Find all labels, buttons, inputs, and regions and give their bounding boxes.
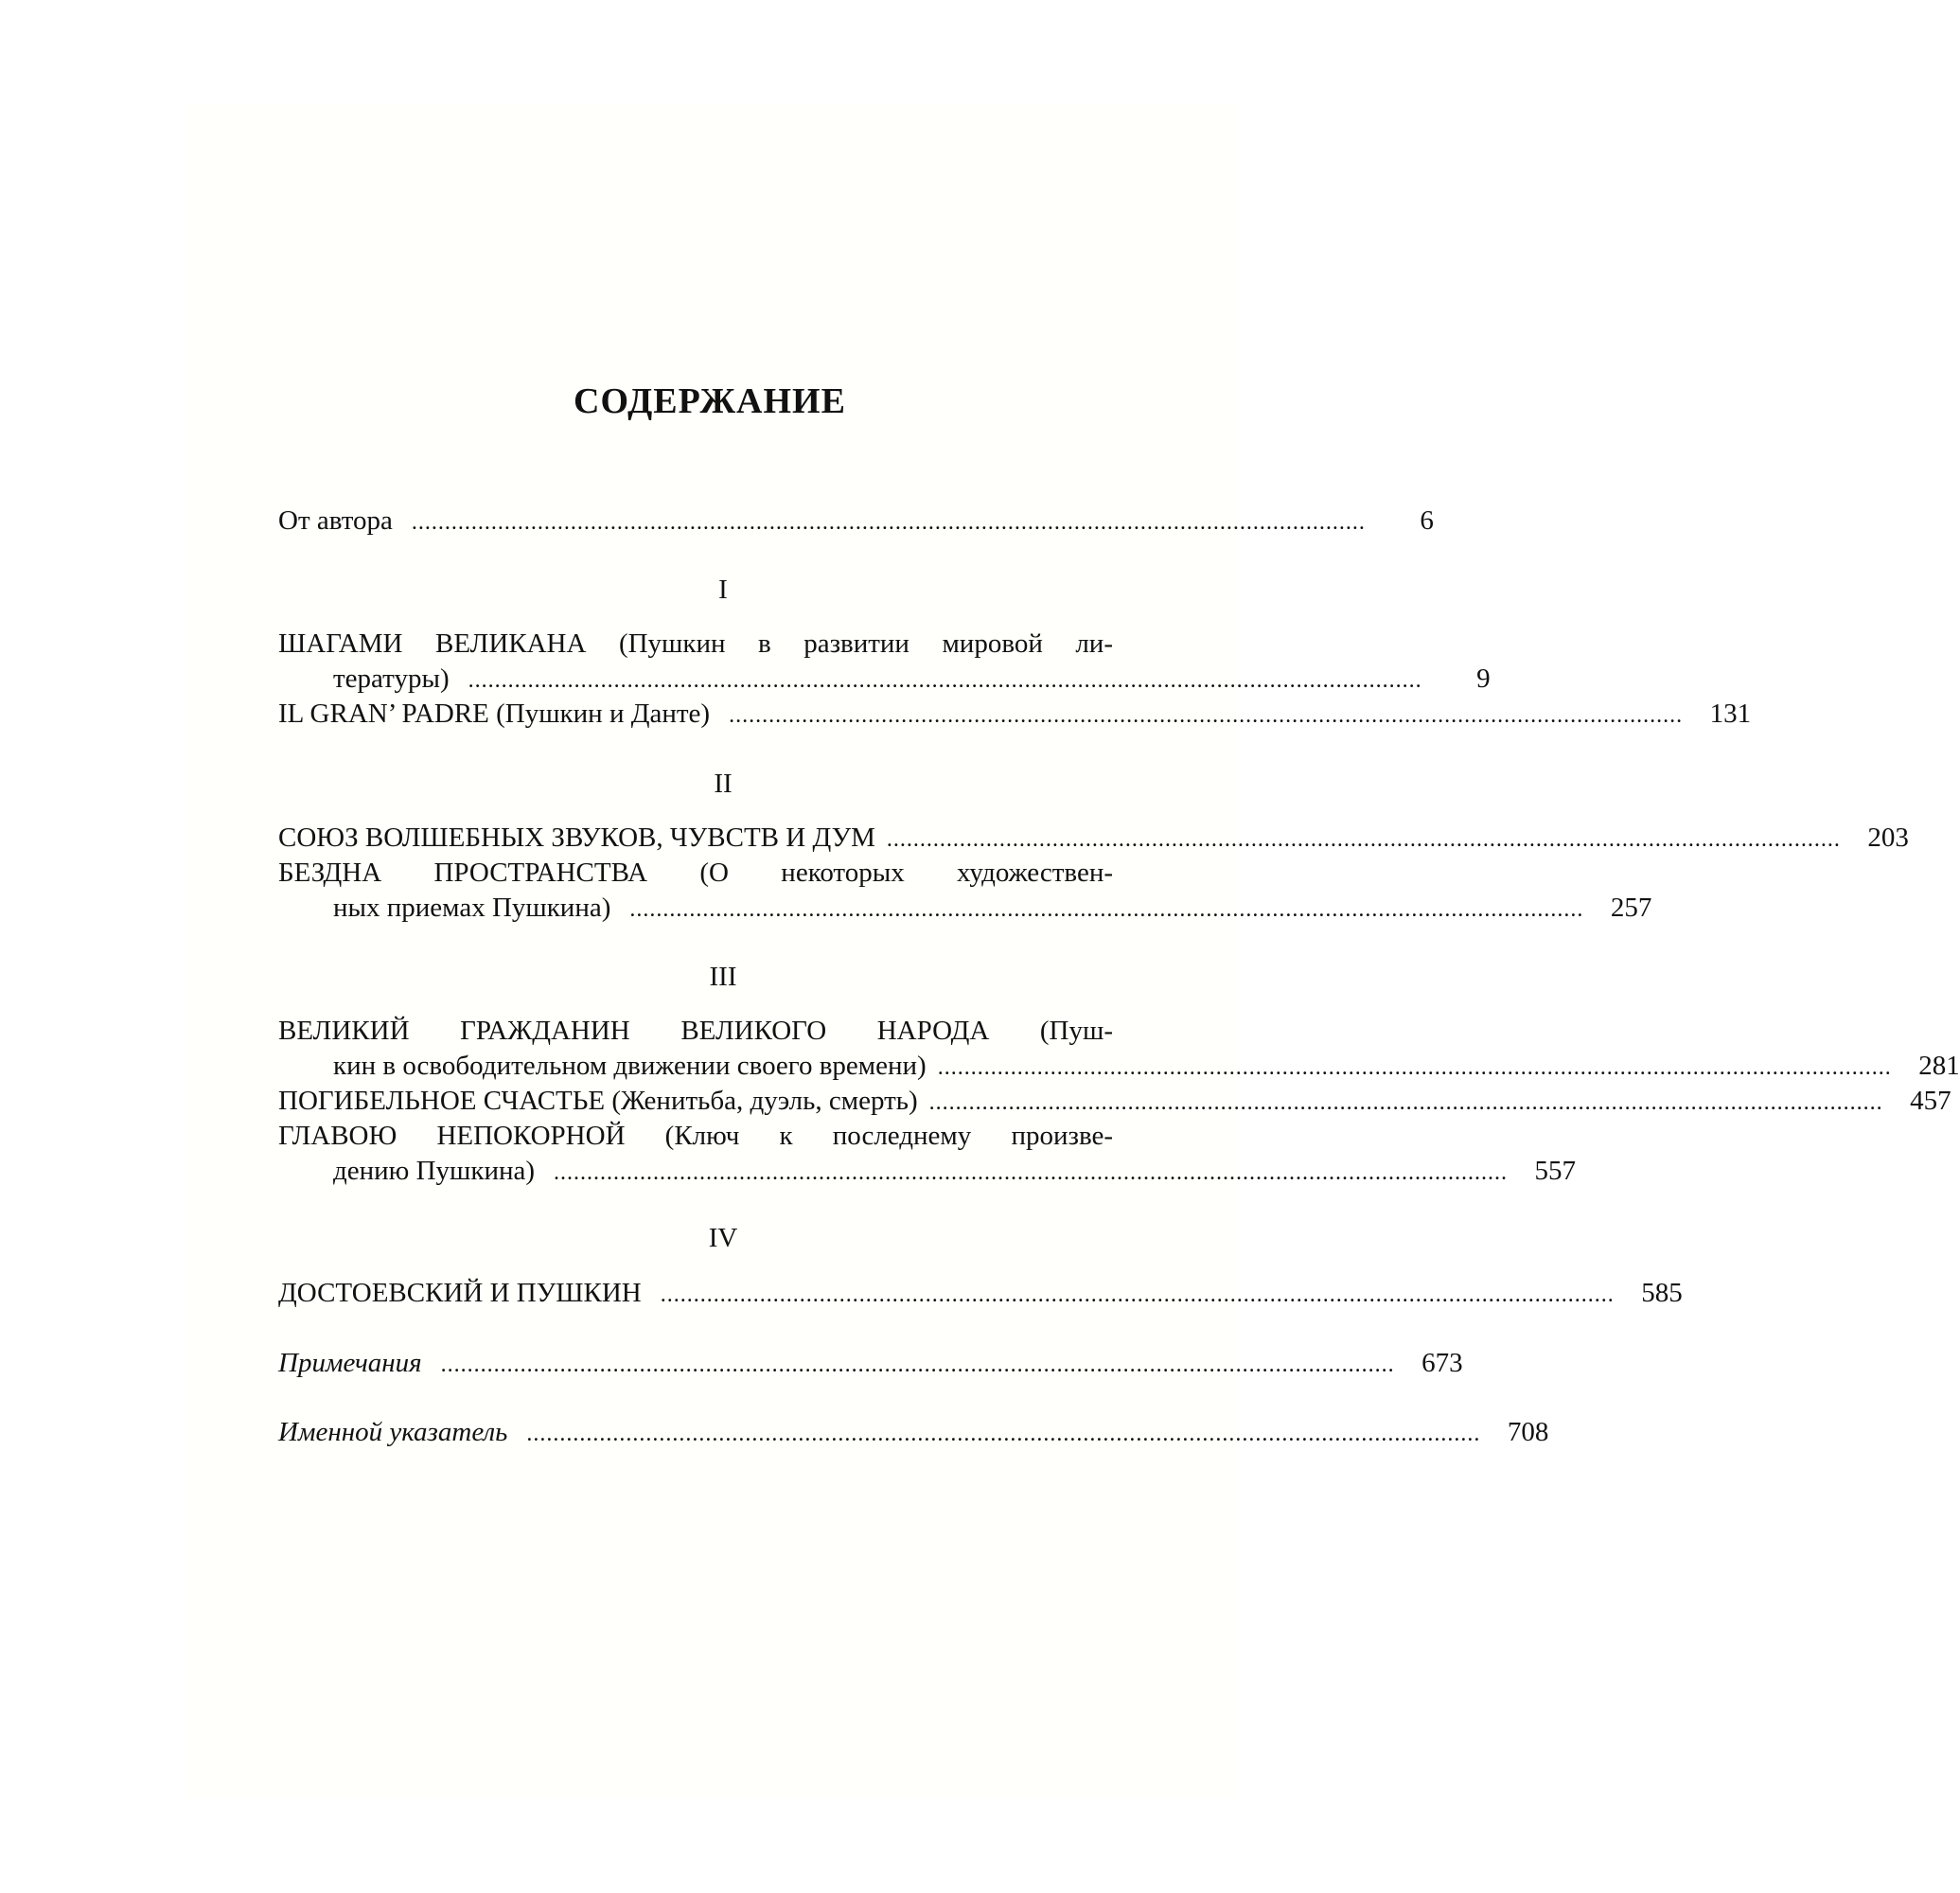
toc-entry [278, 819, 1909, 857]
toc-page-number: 257 [1610, 893, 1652, 923]
toc-entry-title-cont: тературы) [333, 663, 450, 694]
toc-entry-line [278, 854, 1168, 892]
toc-entry-line [278, 1117, 1168, 1155]
page-title: СОДЕРЖАНИЕ [574, 381, 846, 421]
toc-entry-continuation [278, 1047, 1960, 1085]
part-heading-1: I [718, 575, 728, 605]
toc-entry [278, 1082, 1951, 1120]
part-heading-2: II [714, 769, 733, 799]
toc-entry-foreword [278, 502, 1434, 540]
toc-page-number: 708 [1507, 1417, 1549, 1447]
toc-page-number: 6 [1420, 505, 1434, 536]
toc-page-number: 673 [1421, 1348, 1463, 1378]
toc-entry-title: ВЕЛИКИЙ ГРАЖДАНИН ВЕЛИКОГО НАРОДА (Пуш- [278, 1016, 1113, 1046]
dot-leader: ................................................................................................................................................ [554, 1160, 1509, 1185]
toc-entry-title: ДОСТОЕВСКИЙ И ПУШКИН [278, 1278, 642, 1308]
dot-leader: ................................................................................................................................................ [526, 1422, 1481, 1446]
dot-leader: ................................................................................................................................................ [629, 897, 1584, 922]
toc-entry-title: СОЮЗ ВОЛШЕБНЫХ ЗВУКОВ, ЧУВСТВ И ДУМ [278, 823, 875, 853]
toc-page-number: 131 [1709, 699, 1752, 729]
toc-entry-continuation [278, 889, 1652, 927]
toc-entry-title-cont: дению Пушкина) [333, 1156, 536, 1186]
toc-entry-title: От автора [278, 505, 393, 536]
part-heading-4: IV [708, 1223, 738, 1253]
toc-page-number: 585 [1641, 1278, 1683, 1308]
dot-leader: ................................................................................................................................................ [411, 510, 1366, 535]
toc-entry-notes [278, 1344, 1463, 1382]
dot-leader: ................................................................................................................................................ [937, 1055, 1892, 1080]
toc-entry-continuation [278, 1152, 1577, 1190]
toc-page-number: 9 [1476, 663, 1491, 694]
toc-entry-title: БЕЗДНА ПРОСТРАНСТВА (О некоторых художествен- [278, 858, 1113, 888]
toc-page-number: 203 [1867, 823, 1909, 853]
dot-leader: ................................................................................................................................................ [729, 703, 1684, 728]
toc-entry [278, 695, 1752, 733]
dot-leader: ................................................................................................................................................ [928, 1090, 1883, 1115]
toc-entry-title-cont: кин в освободительном движении своего времени) [333, 1051, 927, 1081]
toc-entry-name-index [278, 1413, 1549, 1451]
toc-entry-title: IL GRAN’ PADRE (Пушкин и Данте) [278, 699, 711, 729]
dot-leader: ................................................................................................................................................ [660, 1283, 1615, 1307]
toc-entry-title: ШАГАМИ ВЕЛИКАНА (Пушкин в развитии мировой ли- [278, 628, 1113, 659]
toc-page-number: 557 [1534, 1156, 1577, 1186]
page-sheet [185, 104, 1235, 1798]
dot-leader: ................................................................................................................................................ [440, 1353, 1395, 1377]
toc-entry-line [278, 1012, 1168, 1050]
toc-entry-title: ПОГИБЕЛЬНОЕ СЧАСТЬЕ (Женитьба, дуэль, смерть) [278, 1086, 918, 1116]
toc-entry-title: ГЛАВОЮ НЕПОКОРНОЙ (Ключ к последнему произве- [278, 1121, 1113, 1151]
toc-entry [278, 1274, 1683, 1312]
toc-entry-title-cont: ных приемах Пушкина) [333, 893, 611, 923]
dot-leader: ................................................................................................................................................ [886, 827, 1841, 852]
toc-entry-continuation [278, 660, 1491, 698]
toc-entry-title: Именной указатель [278, 1417, 508, 1447]
toc-page-number: 281 [1918, 1051, 1960, 1081]
toc-entry-line [278, 625, 1168, 663]
toc-page-number: 457 [1910, 1086, 1951, 1116]
part-heading-3: III [709, 962, 737, 992]
dot-leader: ................................................................................................................................................ [468, 668, 1422, 693]
toc-entry-title: Примечания [278, 1348, 422, 1378]
